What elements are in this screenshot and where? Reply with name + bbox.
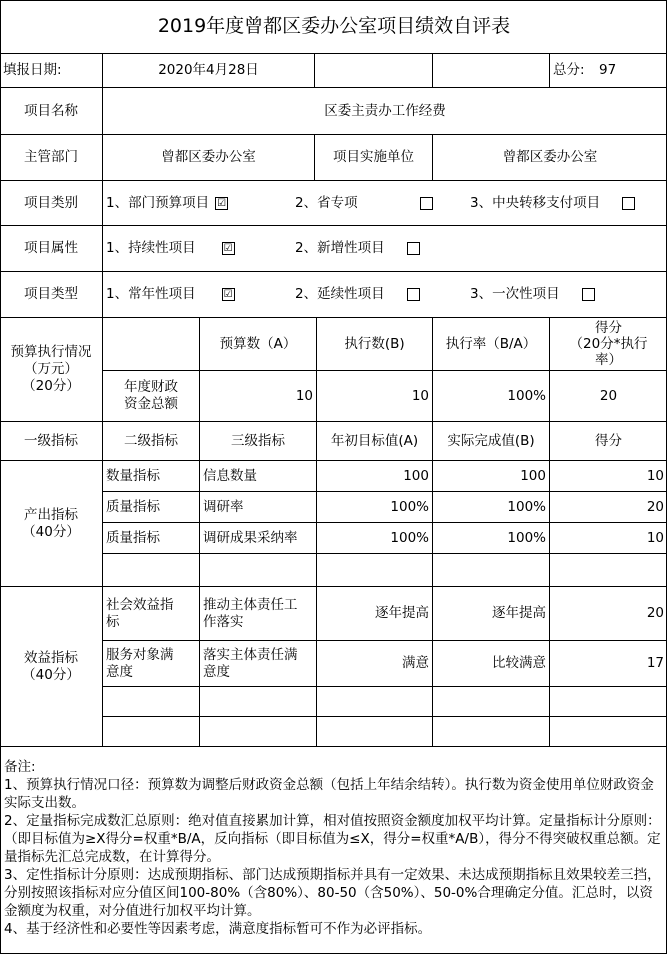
effect-indicator-label — [0, 587, 102, 746]
checkbox[interactable]: ☑ — [215, 197, 228, 210]
dept-value: 曾都区委办公室 — [161, 149, 256, 165]
table-row-actual: 比较满意 — [492, 655, 546, 671]
col-budget-header: 预算数（A） — [219, 335, 297, 352]
category-option-2 — [292, 181, 462, 225]
table-row-level3: 调研率 — [203, 498, 244, 515]
dept-label: 主管部门 — [24, 149, 78, 165]
table-row-actual: 100% — [507, 498, 546, 515]
annual-fund-label — [103, 371, 199, 421]
table-row-target: 100 — [403, 467, 429, 484]
project-name-value: 区委主责办工作经费 — [324, 102, 446, 119]
total-label: 总分: — [553, 62, 585, 78]
score-header-line: 率） — [595, 352, 622, 368]
exec-value: 10 — [411, 387, 429, 404]
note-2: 2、定量指标完成数汇总原则：绝对值直接累加计算，相对值按照资金额度加权平均计算。定量指标计分原则：（即目标值为≥X得分=权重*B/A，反向指标（即目标值为≤X，得分=权重*A/B），得分不得突破权重总额。定量指标先汇总完成数，在计算得分。 — [4, 813, 661, 865]
category-option-3 — [467, 181, 667, 225]
option-label: 3、一次性项目 — [470, 286, 560, 302]
table-row-level2: 数量指标 — [106, 467, 160, 484]
output-label-line: （40分） — [22, 523, 80, 540]
note-3: 3、定性指标计分原则：达成预期指标、部门达成预期指标并具有一定效果、未达成预期指标且效果较差三挡，分别按照该指标对应分值区间100-80%（含80%）、80-50（含50%）、50-0%合理确定分值。汇总时，以资金额度为权重，对分值进行加权平均计算。 — [4, 867, 661, 919]
option-label: 2、省专项 — [295, 194, 358, 211]
table-row-target: 满意 — [402, 655, 429, 671]
level2-line: 服务对象满 — [106, 646, 174, 663]
table-row-target: 100% — [390, 529, 429, 546]
checkbox[interactable]: ☑ — [222, 242, 235, 255]
level3-line: 意度 — [203, 663, 230, 680]
table-row-actual: 100 — [520, 467, 546, 484]
table-row-score: 10 — [646, 529, 664, 546]
notes — [4, 758, 664, 938]
table-row-target: 逐年提高 — [375, 605, 429, 621]
header-score: 得分 — [595, 432, 622, 449]
budget-score-value: 20 — [599, 387, 618, 404]
option-label: 1、常年性项目 — [106, 286, 196, 302]
level2-line: 意度 — [106, 663, 133, 680]
option-label: 3、中央转移支付项目 — [470, 194, 601, 211]
page-title: 2019年度曾都区委办公室项目绩效自评表 — [157, 15, 511, 37]
checkbox[interactable] — [582, 288, 595, 301]
budget-label-line: （20分） — [22, 378, 80, 394]
checkbox[interactable] — [420, 197, 433, 210]
table-row-level2: 质量指标 — [106, 498, 160, 515]
level3-line: 落实主体责任满 — [203, 646, 298, 663]
table-row-score: 20 — [646, 498, 664, 515]
header-target: 年初目标值(A) — [330, 432, 419, 449]
checkbox[interactable] — [622, 197, 635, 210]
table-row-level3 — [200, 587, 316, 640]
level3-line: 作落实 — [203, 613, 244, 630]
table-row-level3: 信息数量 — [203, 467, 257, 484]
option-label: 1、部门预算项目 — [106, 194, 210, 211]
attribute-option-1 — [103, 226, 293, 271]
checkbox[interactable] — [407, 242, 420, 255]
attribute-option-2 — [292, 226, 462, 271]
type-option-1 — [103, 272, 293, 317]
effect-label-line: 效益指标 — [24, 649, 78, 666]
project-name-label: 项目名称 — [24, 102, 78, 119]
rate-value: 100% — [507, 387, 546, 404]
table-row-score: 17 — [646, 655, 664, 671]
annual-fund-label-line: 年度财政 — [124, 379, 178, 395]
table-row-level2 — [103, 641, 199, 686]
impl-label: 项目实施单位 — [333, 149, 414, 165]
option-label: 1、持续性项目 — [106, 240, 196, 256]
score-header-line: （20分*执行 — [569, 336, 648, 352]
level3-line: 推动主体责任工 — [203, 596, 298, 613]
notes-heading: 备注: — [4, 759, 36, 775]
total-value: 97 — [599, 62, 617, 78]
table-row-score: 10 — [646, 467, 664, 484]
impl-value: 曾都区委办公室 — [502, 149, 598, 165]
level2-line: 社会效益指 — [106, 596, 174, 613]
table-row-score: 20 — [646, 605, 664, 621]
col-exec-header: 执行数(B) — [344, 335, 405, 352]
table-row-level3 — [200, 641, 316, 686]
checkbox[interactable] — [407, 288, 420, 301]
type-label: 项目类型 — [24, 286, 78, 302]
score-header-line: 得分 — [595, 320, 622, 336]
table-row-target: 100% — [390, 498, 429, 515]
note-1: 1、预算执行情况口径：预算数为调整后财政资金总额（包括上年结余结转）。执行数为资金使用单位财政资金实际支出数。 — [4, 777, 654, 811]
col-score-header — [550, 318, 667, 370]
budget-label-line: （万元） — [24, 361, 78, 377]
option-label: 2、新增性项目 — [295, 240, 385, 256]
header-level1: 一级指标 — [24, 432, 78, 449]
table-row-actual: 100% — [507, 529, 546, 546]
attribute-label: 项目属性 — [24, 240, 78, 256]
budget-section-label — [0, 318, 102, 421]
category-option-1 — [103, 181, 293, 225]
budget-value: 10 — [295, 387, 313, 404]
budget-label-line: 预算执行情况 — [10, 344, 92, 360]
header-level2: 二级指标 — [124, 432, 178, 449]
type-option-3 — [467, 272, 667, 317]
table-row-level2: 质量指标 — [106, 529, 160, 546]
checkbox[interactable]: ☑ — [222, 288, 235, 301]
table-row-level2 — [103, 587, 199, 640]
category-label: 项目类别 — [24, 194, 78, 211]
type-option-2 — [292, 272, 462, 317]
level2-line: 标 — [106, 613, 120, 630]
output-label-line: 产出指标 — [24, 506, 78, 523]
note-4: 4、基于经济性和必要性等因素考虑，满意度指标暂可不作为必评指标。 — [4, 921, 432, 937]
table-row-actual: 逐年提高 — [492, 605, 546, 621]
fill-date-value: 2020年4月28日 — [158, 62, 259, 78]
output-indicator-label — [0, 461, 102, 586]
header-level3: 三级指标 — [231, 432, 285, 449]
annual-fund-label-line: 资金总额 — [124, 396, 178, 412]
option-label: 2、延续性项目 — [295, 286, 385, 302]
fill-date-label: 填报日期: — [3, 62, 62, 78]
header-actual: 实际完成值(B) — [447, 432, 535, 449]
table-row-level3: 调研成果采纳率 — [203, 529, 298, 546]
effect-label-line: （40分） — [22, 666, 80, 683]
col-rate-header: 执行率（B/A） — [445, 335, 537, 352]
